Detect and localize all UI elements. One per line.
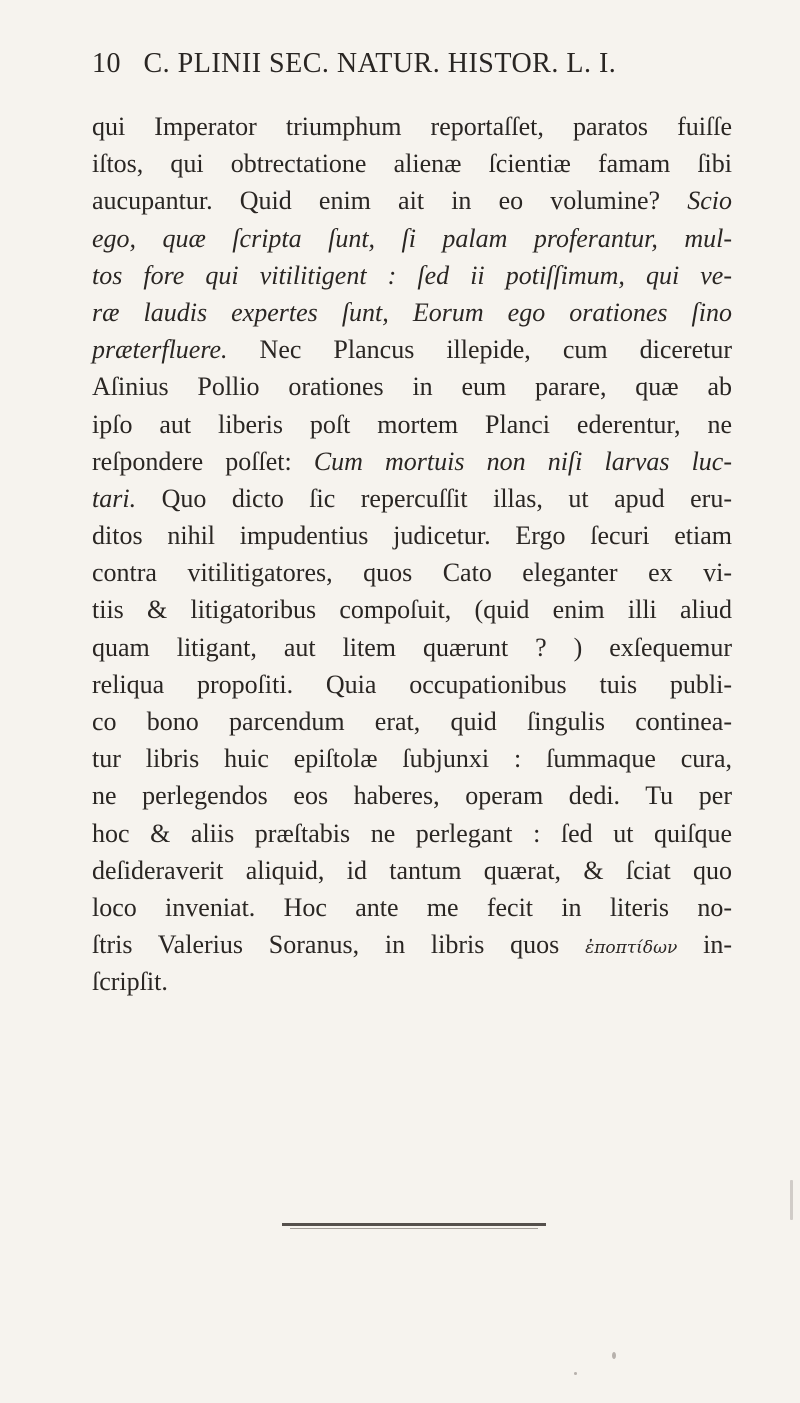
text-line — [92, 554, 732, 591]
text-run: co bono parcendum erat, quid ſingulis continea- — [92, 707, 732, 736]
text-run: ipſo aut liberis poſt mortem Planci ederentur, ne — [92, 409, 732, 439]
paper-speck — [612, 1352, 616, 1359]
text-line — [92, 777, 732, 814]
text-run: contra vitilitigatores, quos Cato eleganter ex vi- — [92, 558, 732, 588]
text-line — [92, 740, 732, 777]
text-line — [92, 629, 732, 666]
text-line — [92, 666, 732, 703]
text-line — [92, 108, 732, 145]
text-line — [92, 331, 732, 368]
text-line — [92, 257, 732, 294]
text-run: reliqua propoſiti. Quia occupationibus tuis publi- — [92, 669, 732, 699]
body-text — [92, 108, 732, 1001]
text-run: ſcripſit. — [92, 967, 168, 997]
text-run: tur libris huic epiſtolæ ſubjunxi : ſummaque cura, — [92, 744, 732, 774]
text-run: loco inveniat. Hoc ante me fecit in literis no- — [92, 892, 732, 922]
text-run: in- — [677, 930, 732, 960]
paper-speck — [574, 1372, 577, 1375]
text-run: iſtos, qui obtrectatione alienæ ſcientiæ famam ſibi — [92, 149, 732, 179]
text-run: Aſinius Pollio orationes in eum parare, quæ ab — [92, 372, 732, 402]
text-line — [92, 963, 732, 1000]
text-line — [92, 182, 732, 219]
running-title: C. PLINII SEC. NATUR. HISTOR. L. I. — [143, 48, 617, 79]
italic-run: tos fore qui vitilitigent : ſed ii potiſſimum, qui ve- — [92, 260, 732, 290]
text-line — [92, 517, 732, 554]
text-line — [92, 926, 732, 963]
text-line — [92, 852, 732, 889]
paper-speck — [790, 1180, 793, 1220]
decorative-rule — [282, 1223, 546, 1226]
text-line — [92, 294, 732, 331]
italic-run: Scio — [687, 186, 732, 216]
text-run: deſideraverit aliquid, id tantum quærat, & ſciat quo — [92, 855, 732, 885]
text-line — [92, 145, 732, 182]
italic-run: tari. — [92, 483, 137, 513]
page-number: 10 — [92, 48, 121, 79]
text-run: aucupantur. Quid enim ait in eo volumine? — [92, 186, 688, 216]
italic-run: præterfluere. — [92, 335, 228, 365]
text-line — [92, 368, 732, 405]
text-run: tiis & litigatoribus compoſuit, (quid enim illi aliud — [92, 595, 732, 625]
greek-word: ἐποπτίδων — [585, 938, 678, 959]
text-run: Nec Plancus illepide, cum diceretur — [227, 335, 732, 365]
text-run: qui Imperator triumphum reportaſſet, paratos fuiſſe — [92, 112, 732, 141]
text-line — [92, 220, 732, 257]
italic-run: ræ laudis expertes ſunt, Eorum ego orationes ſino — [92, 297, 732, 327]
text-line — [92, 815, 732, 852]
text-run: Quo dicto ſic repercuſſit illas, ut apud eru- — [136, 483, 732, 513]
text-run: ne perlegendos eos haberes, operam dedi. Tu per — [92, 781, 732, 811]
text-run: hoc & aliis præſtabis ne perlegant : ſed ut quiſque — [92, 818, 732, 848]
text-line — [92, 703, 732, 740]
text-line — [92, 443, 732, 480]
text-line — [92, 480, 732, 517]
running-header — [92, 48, 732, 96]
text-run: quam litigant, aut litem quærunt ? ) exſequemur — [92, 632, 732, 662]
text-run: reſpondere poſſet: — [92, 446, 314, 476]
text-line — [92, 406, 732, 443]
text-run: ſtris Valerius Soranus, in libris quos — [92, 930, 586, 960]
text-line — [92, 889, 732, 926]
italic-run: ego, quæ ſcripta ſunt, ſi palam proferantur, mul- — [92, 223, 732, 253]
text-line — [92, 591, 732, 628]
text-run: ditos nihil impudentius judicetur. Ergo ſecuri etiam — [92, 521, 732, 551]
italic-run: Cum mortuis non niſi larvas luc- — [313, 446, 732, 476]
